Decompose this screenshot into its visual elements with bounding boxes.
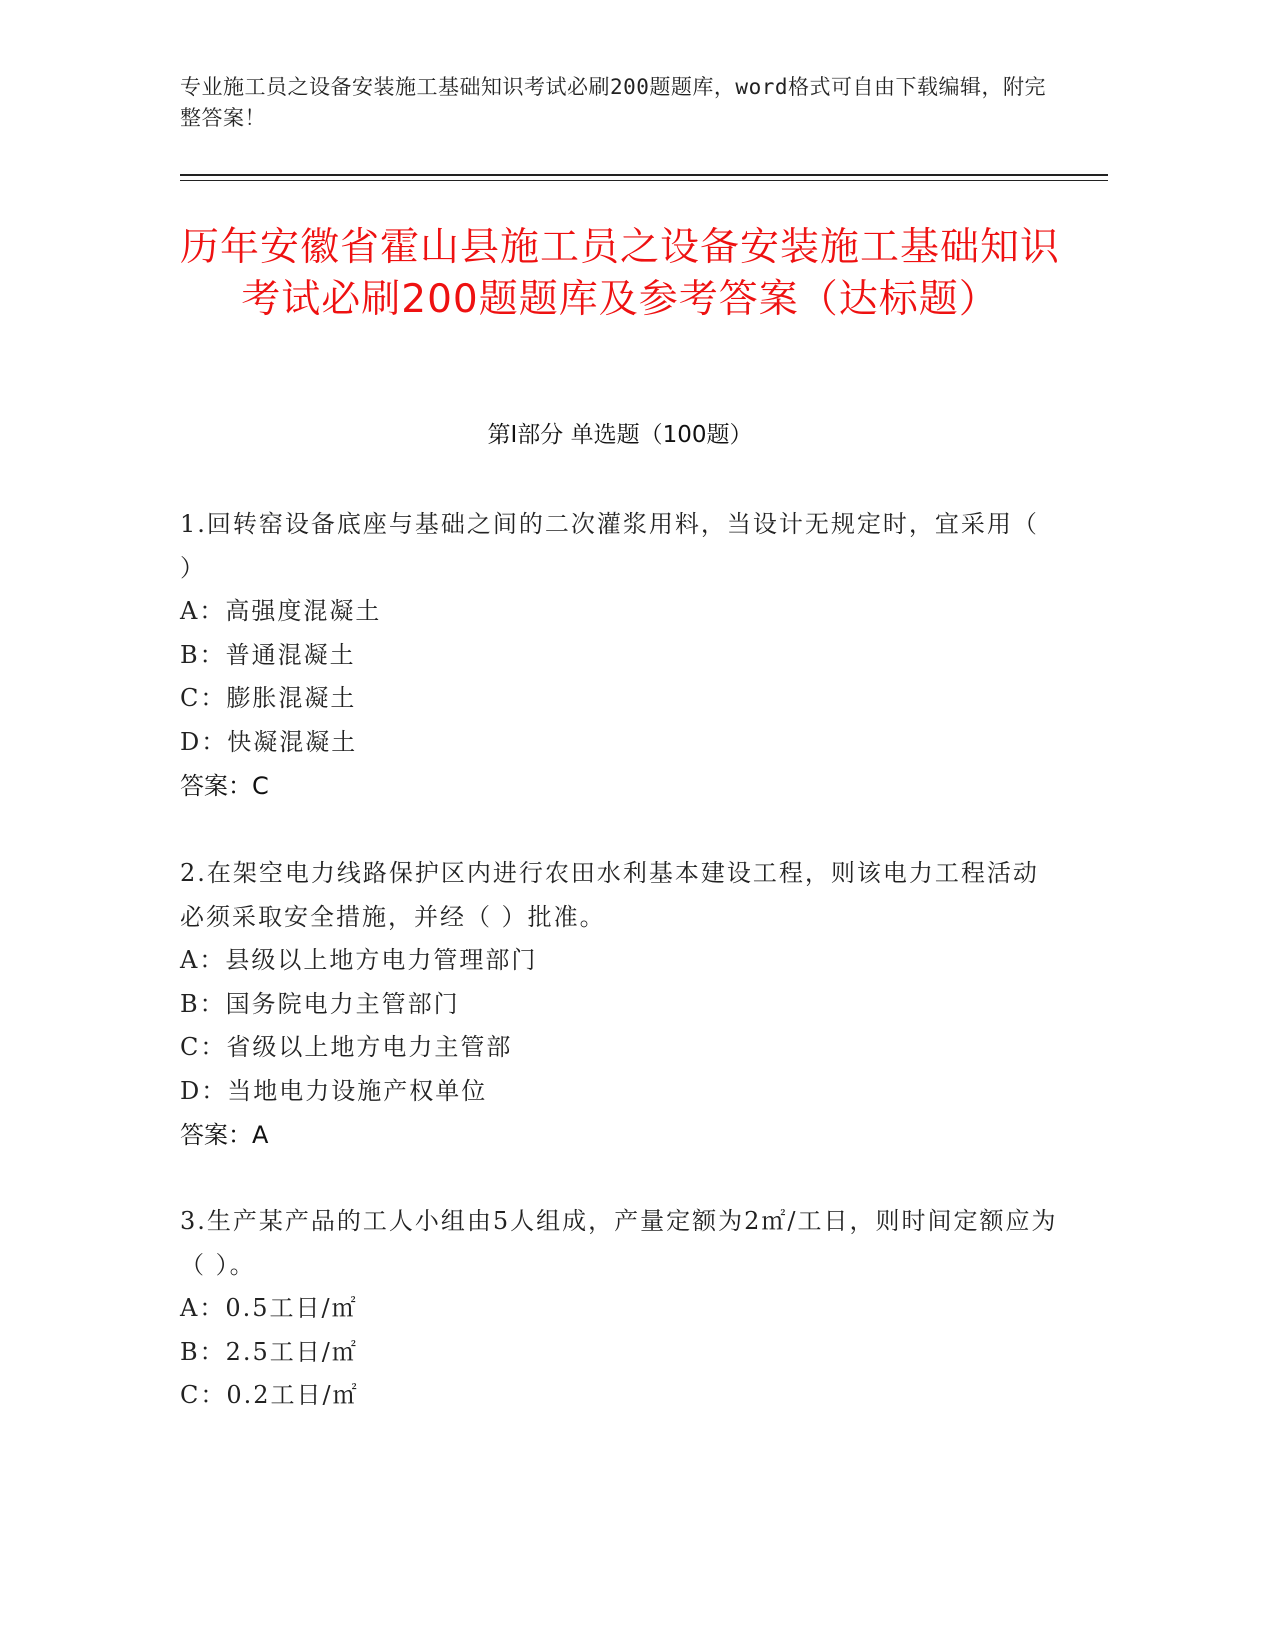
option-c: C：膨胀混凝土 <box>180 684 357 712</box>
option-d: D：快凝混凝土 <box>180 727 358 756</box>
answer: 答案：A <box>180 1121 269 1149</box>
option-b: B：2.5工日/㎡ <box>180 1337 358 1366</box>
option-a: A：县级以上地方电力管理部门 <box>180 946 538 974</box>
option-b: B：国务院电力主管部门 <box>180 989 460 1018</box>
option-c: C：0.2工日/㎡ <box>180 1381 359 1409</box>
option-a: A：高强度混凝土 <box>180 597 382 625</box>
question-3 <box>180 1199 1060 1418</box>
question-stem: 3.生产某产品的工人小组由5人组成，产量定额为2㎡/工日，则时间定额应为（ ）。 <box>180 1207 1058 1279</box>
option-b: B：普通混凝土 <box>180 640 356 669</box>
question-stem: 2.在架空电力线路保护区内进行农田水利基本建设工程，则该电力工程活动必须采取安全措施，并经（ ）批准。 <box>180 859 1039 931</box>
header-divider-thin <box>180 180 1108 181</box>
question-1 <box>180 502 1060 808</box>
answer: 答案：C <box>180 772 269 800</box>
header-divider-thick <box>180 174 1108 176</box>
document-title: 历年安徽省霍山县施工员之设备安装施工基础知识考试必刷200题题库及参考答案（达标题） <box>180 225 1061 322</box>
question-stem: 1.回转窑设备底座与基础之间的二次灌浆用料，当设计无规定时，宜采用（ ） <box>180 510 1039 582</box>
header-note: 专业施工员之设备安装施工基础知识考试必刷200题题库，word格式可自由下载编辑，附完整答案！ <box>180 75 1046 130</box>
option-c: C：省级以上地方电力主管部 <box>180 1033 513 1061</box>
option-a: A：0.5工日/㎡ <box>180 1294 358 1322</box>
question-2 <box>180 851 1060 1157</box>
option-d: D：当地电力设施产权单位 <box>180 1076 488 1105</box>
section-heading: 第Ⅰ部分 单选题（100题） <box>487 422 753 448</box>
